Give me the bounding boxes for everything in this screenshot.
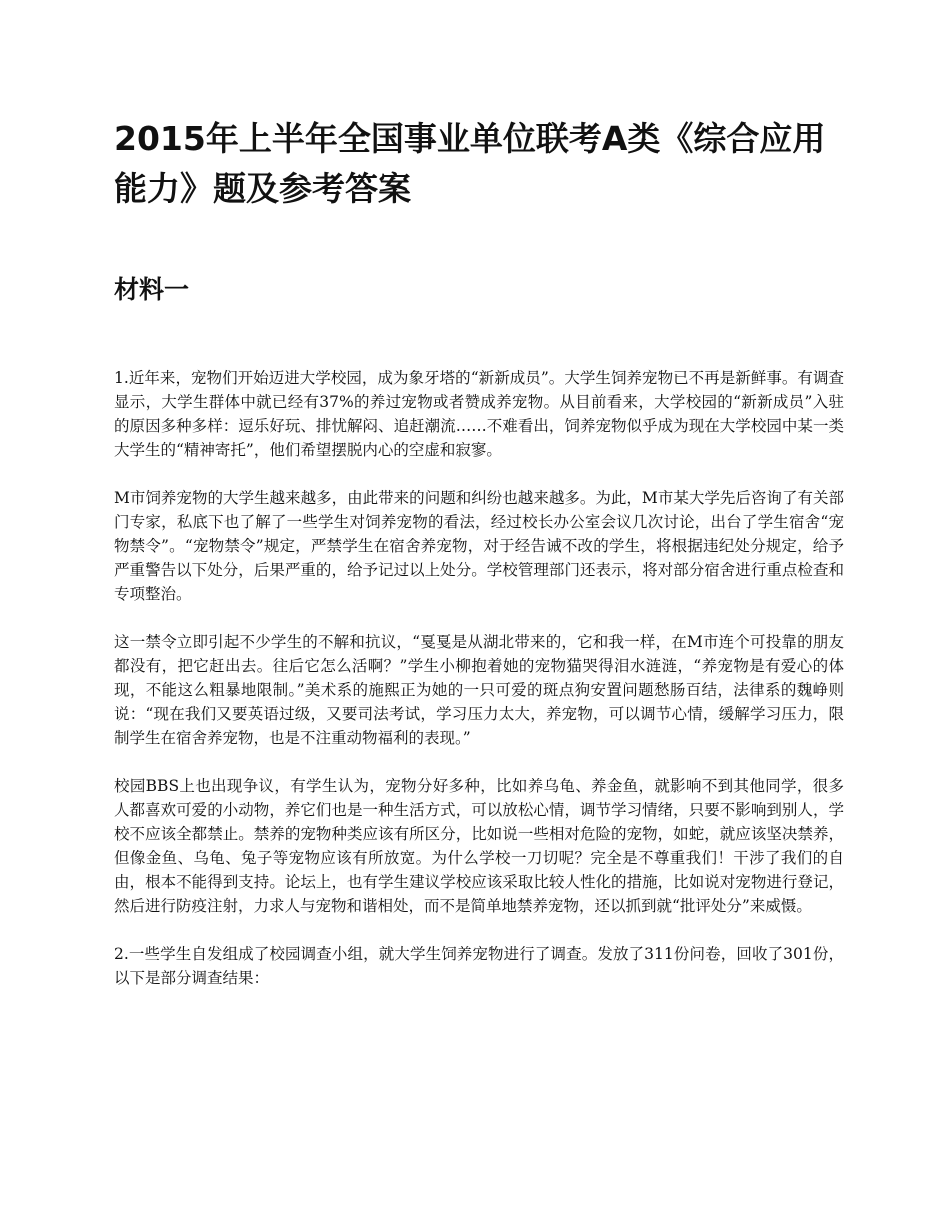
paragraph-5: 2.一些学生自发组成了校园调查小组，就大学生饲养宠物进行了调查。发放了311份问卷，回收了301份，以下是部分调查结果： xyxy=(114,945,844,987)
document-title: 2015年上半年全国事业单位联考A类《综合应用能力》题及参考答案 xyxy=(114,119,826,208)
paragraph-2: M市饲养宠物的大学生越来越多，由此带来的问题和纠纷也越来越多。为此，M市某大学先后咨询了有关部门专家，私底下也了解了一些学生对饲养宠物的看法，经过校长办公室会议几次讨论，出台了学生宿舍“宠物禁令”。“宠物禁令”规定，严禁学生在宿舍养宠物，对于经告诫不改的学生，将根据违纪处分规定，给予严重警告以下处分，后果严重的，给予记过以上处分。学校管理部门还表示，将对部分宿舍进行重点检查和专项整治。 xyxy=(114,489,844,603)
paragraph-3: 这一禁令立即引起不少学生的不解和抗议，“戛戛是从湖北带来的，它和我一样，在M市连个可投靠的朋友都没有，把它赶出去。往后它怎么活啊？”学生小柳抱着她的宠物猫哭得泪水涟涟，“养宠物是有爱心的体现，不能这么粗暴地限制。”美术系的施熙正为她的一只可爱的斑点狗安置问题愁肠百结，法律系的魏峥则说：“现在我们又要英语过级，又要司法考试，学习压力太大，养宠物，可以调节心情，缓解学习压力，限制学生在宿舍养宠物，也是不注重动物福利的表现。” xyxy=(114,633,844,747)
paragraph-4: 校园BBS上也出现争议，有学生认为，宠物分好多种，比如养乌龟、养金鱼，就影响不到其他同学，很多人都喜欢可爱的小动物，养它们也是一种生活方式，可以放松心情，调节学习情绪，只要不影响到别人，学校不应该全都禁止。禁养的宠物种类应该有所区分，比如说一些相对危险的宠物，如蛇，就应该坚决禁养，但像金鱼、乌龟、兔子等宠物应该有所放宽。为什么学校一刀切呢？完全是不尊重我们！干涉了我们的自由，根本不能得到支持。论坛上，也有学生建议学校应该采取比较人性化的措施，比如说对宠物进行登记，然后进行防疫注射，力求人与宠物和谐相处，而不是简单地禁养宠物，还以抓到就“批评处分”来威慑。 xyxy=(114,777,844,915)
section-title: 材料一 xyxy=(114,275,190,304)
document-body xyxy=(114,366,844,1014)
paragraph-1: 1.近年来，宠物们开始迈进大学校园，成为象牙塔的“新新成员”。大学生饲养宠物已不再是新鲜事。有调查显示，大学生群体中就已经有37%的养过宠物或者赞成养宠物。从目前看来，大学校园的“新新成员”入驻的原因多种多样：逗乐好玩、排忧解闷、追赶潮流……不难看出，饲养宠物似乎成为现在大学校园中某一类大学生的“精神寄托”，他们希望摆脱内心的空虚和寂寥。 xyxy=(114,369,844,459)
